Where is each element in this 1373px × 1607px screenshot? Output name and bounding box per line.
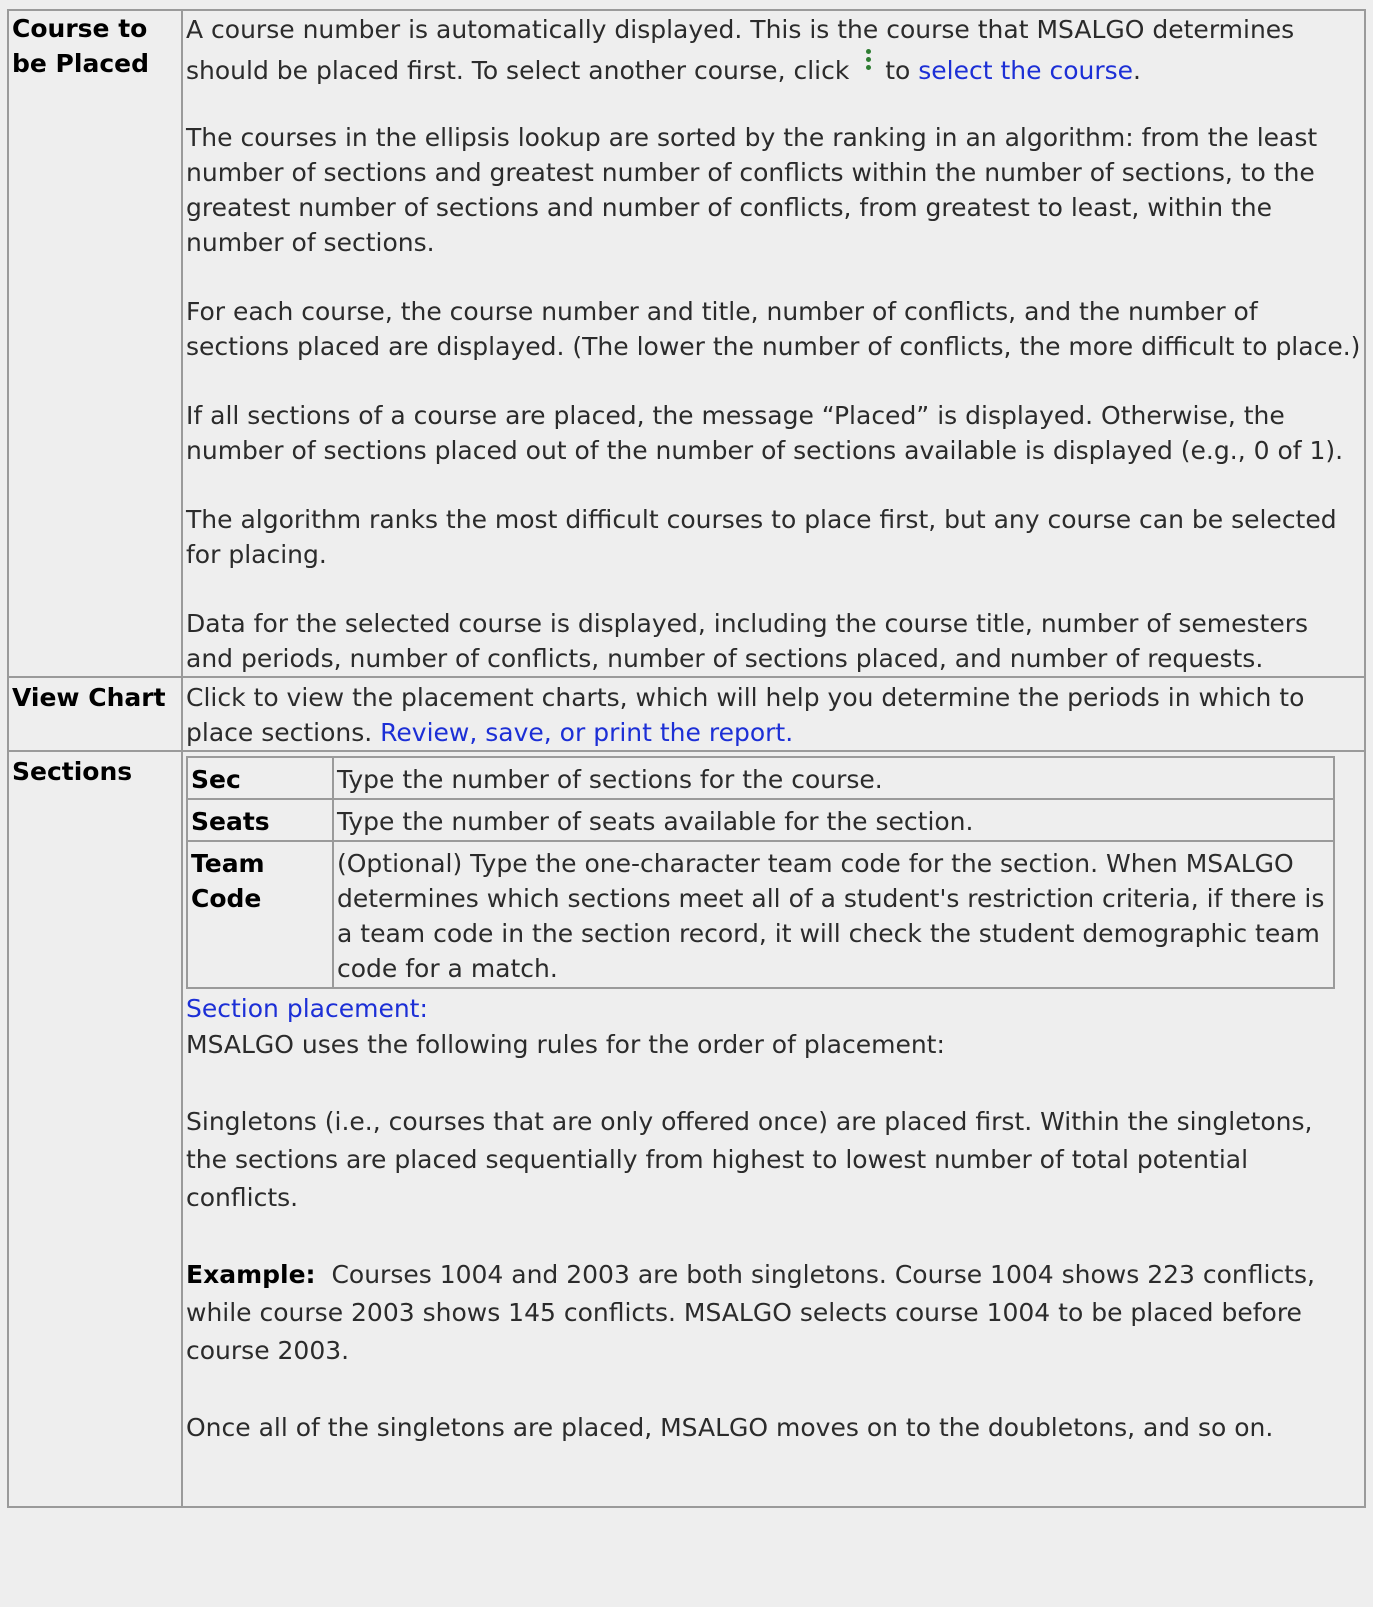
inner-row-team-code: [187, 841, 1334, 988]
paragraph-course-details: For each course, the course number and title, number of conflicts, and the number of sections placed are displayed. (The lower the number of conflicts, the more difficult to place.): [186, 297, 1361, 361]
inner-label-sec: Sec: [187, 757, 333, 799]
inner-row-sec: [187, 757, 1334, 799]
paragraph-rules-intro: MSALGO uses the following rules for the order of placement:: [186, 1030, 945, 1059]
inner-text-seats: Type the number of seats available for the section.: [333, 799, 1334, 841]
placement-rules: [186, 1026, 1361, 1447]
row-view-chart: [8, 677, 1365, 751]
row-label-view-chart: View Chart: [8, 677, 182, 751]
paragraph-course-number: [186, 11, 1361, 90]
paragraph-algorithm-ranking: The algorithm ranks the most difficult courses to place first, but any course can be selected for placing.: [186, 505, 1337, 569]
inner-label-team-code: Team Code: [187, 841, 333, 988]
example-label: Example:: [186, 1260, 316, 1289]
paragraph-selected-course-data: Data for the selected course is displayed, including the course title, number of semesters and periods, number of conflicts, number of sections placed, and number of requests.: [186, 609, 1309, 673]
inner-label-seats: Seats: [187, 799, 333, 841]
text-period: .: [1133, 56, 1141, 85]
inner-text-team-code: (Optional) Type the one-character team code for the section. When MSALGO determines which sections meet all of a student's restriction criteria, if there is a team code in the section record, it will check the student demographic team code for a match.: [333, 841, 1334, 988]
paragraph-example: [186, 1256, 1361, 1370]
paragraph-doubletons: Once all of the singletons are placed, MSALGO moves on to the doubletons, and so on.: [186, 1413, 1274, 1442]
section-placement-link[interactable]: Section placement:: [186, 994, 428, 1023]
inner-text-sec: Type the number of sections for the course.: [333, 757, 1334, 799]
text-course-number-intro: A course number is automatically displayed. This is the course that MSALGO determines should be placed first. To select another course, click: [186, 15, 1295, 85]
row-content-course-to-be-placed: [182, 10, 1365, 677]
sections-fields-table: [186, 756, 1335, 989]
row-content-view-chart: [182, 677, 1365, 751]
field-help-table: [7, 9, 1366, 1508]
review-report-link[interactable]: Review, save, or print the report.: [380, 718, 794, 747]
row-label-sections: Sections: [8, 751, 182, 1507]
row-sections: [8, 751, 1365, 1507]
select-the-course-link[interactable]: select the course: [918, 56, 1134, 85]
vertical-ellipsis-icon[interactable]: [863, 49, 873, 73]
paragraph-placed-message: If all sections of a course are placed, the message “Placed” is displayed. Otherwise, the number of sections placed out of the number of sections available is displayed (e.g., 0 of 1).: [186, 401, 1344, 465]
row-label-course-to-be-placed: Course to be Placed: [8, 10, 182, 677]
inner-row-seats: [187, 799, 1334, 841]
paragraph-ellipsis-sorting: The courses in the ellipsis lookup are sorted by the ranking in an algorithm: from the least number of sections and greatest number of conflicts within the number of sections, to the greatest number of sections and number of conflicts, from greatest to least, within the number of sections.: [186, 123, 1318, 257]
text-to: to: [877, 56, 919, 85]
view-chart-description: Click to view the placement charts, which will help you determine the periods in which to place sections.: [186, 683, 1305, 747]
paragraph-singletons: Singletons (i.e., courses that are only offered once) are placed first. Within the singletons, the sections are placed sequentially from highest to lowest number of total potential conflicts.: [186, 1107, 1313, 1212]
row-course-to-be-placed: [8, 10, 1365, 677]
row-content-sections: [182, 751, 1365, 1507]
example-text: Courses 1004 and 2003 are both singletons. Course 1004 shows 223 conflicts, while course 2003 shows 145 conflicts. MSALGO selects course 1004 to be placed before course 2003.: [186, 1260, 1323, 1365]
